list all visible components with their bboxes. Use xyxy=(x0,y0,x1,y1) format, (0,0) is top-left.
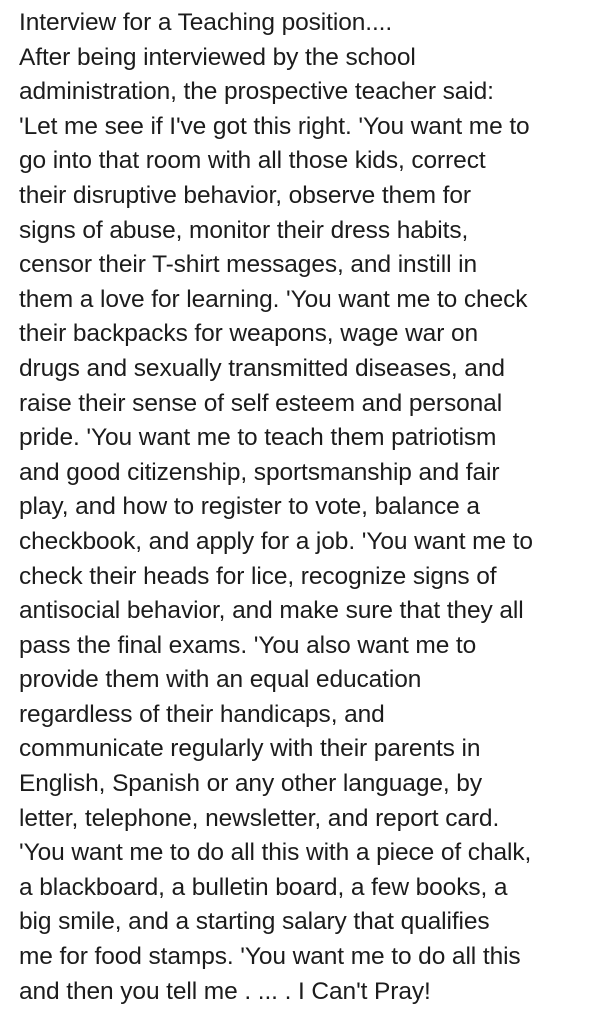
post-line: After being interviewed by the school xyxy=(19,43,416,71)
post-line: provide them with an equal education xyxy=(19,666,422,694)
post-line: signs of abuse, monitor their dress habits, xyxy=(19,216,469,244)
post-line-title: Interview for a Teaching position.... xyxy=(19,9,393,36)
post-line: play, and how to register to vote, balance a xyxy=(19,493,480,521)
post-line: antisocial behavior, and make sure that they all xyxy=(19,597,524,625)
post-line: 'You want me to do all this with a piece of chalk, xyxy=(19,839,532,867)
post-line: 'Let me see if I've got this right. 'You want me to xyxy=(19,112,530,140)
post-line-last: and then you tell me . ... . I Can't Pray! xyxy=(19,977,431,1005)
post-line: pass the final exams. 'You also want me to xyxy=(19,631,477,659)
post-line: check their heads for lice, recognize signs of xyxy=(19,562,497,590)
post-line: administration, the prospective teacher said: xyxy=(19,78,494,106)
post-line: big smile, and a starting salary that qualifies xyxy=(19,908,490,936)
post-line: and good citizenship, sportsmanship and fair xyxy=(19,458,500,486)
post-line: regardless of their handicaps, and xyxy=(19,700,385,728)
post-text xyxy=(19,6,609,1009)
post-line: their disruptive behavior, observe them for xyxy=(19,181,471,209)
post-line: censor their T-shirt messages, and instill in xyxy=(19,251,478,279)
post-line: checkbook, and apply for a job. 'You want me to xyxy=(19,527,533,555)
post-line: communicate regularly with their parents in xyxy=(19,735,481,763)
post-line: them a love for learning. 'You want me to check xyxy=(19,285,528,313)
post-line: pride. 'You want me to teach them patriotism xyxy=(19,424,497,452)
post-line: go into that room with all those kids, correct xyxy=(19,147,486,175)
post-line: a blackboard, a bulletin board, a few books, a xyxy=(19,873,508,901)
post-line: raise their sense of self esteem and personal xyxy=(19,389,503,417)
post-line: English, Spanish or any other language, by xyxy=(19,770,482,798)
post-line: letter, telephone, newsletter, and report card. xyxy=(19,804,500,832)
post-line: me for food stamps. 'You want me to do all this xyxy=(19,943,521,971)
post-line: drugs and sexually transmitted diseases, and xyxy=(19,354,505,382)
post-line: their backpacks for weapons, wage war on xyxy=(19,320,479,348)
